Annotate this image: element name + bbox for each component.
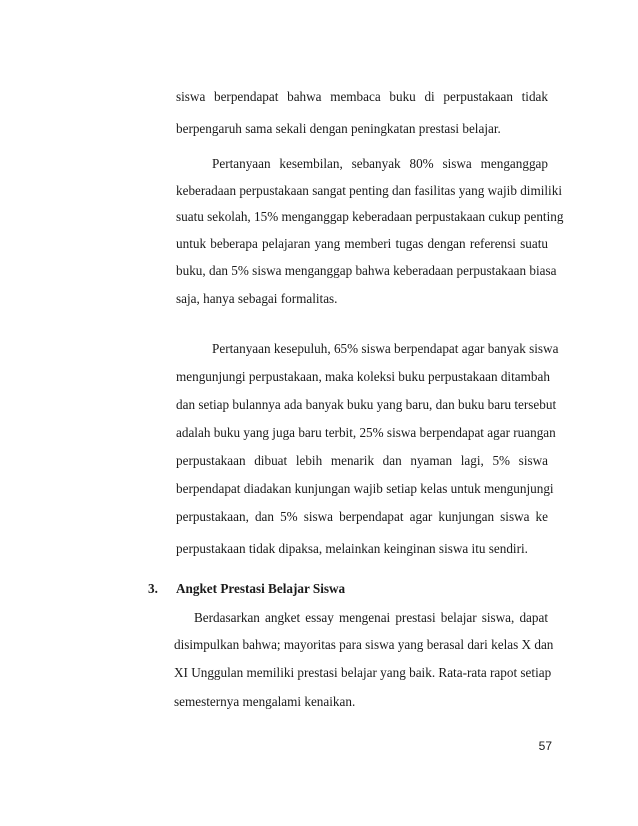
section-title: Angket Prestasi Belajar Siswa: [176, 581, 346, 596]
section-heading: [148, 580, 345, 598]
paragraph-line: keberadaan perpustakaan sangat penting dan fasilitas yang wajib dimiliki: [176, 183, 562, 198]
section-number: 3.: [148, 581, 158, 596]
paragraph-line: suatu sekolah, 15% menganggap keberadaan perpustakaan cukup penting: [176, 209, 564, 224]
paragraph-line: mengunjungi perpustakaan, maka koleksi buku perpustakaan ditambah: [176, 369, 550, 384]
page-number: 57: [538, 739, 552, 753]
paragraph-line: Pertanyaan kesembilan, sebanyak 80% siswa menganggap: [212, 156, 548, 171]
paragraph-line: dan setiap bulannya ada banyak buku yang baru, dan buku baru tersebut: [176, 397, 557, 412]
paragraph-line: semesternya mengalami kenaikan.: [174, 694, 356, 709]
paragraph-line: buku, dan 5% siswa menganggap bahwa keberadaan perpustakaan biasa: [176, 263, 557, 278]
paragraph-line: siswa berpendapat bahwa membaca buku di perpustakaan tidak: [176, 89, 548, 104]
paragraph-line: disimpulkan bahwa; mayoritas para siswa yang berasal dari kelas X dan: [174, 637, 554, 652]
paragraph-line: perpustakaan dibuat lebih menarik dan nyaman lagi, 5% siswa: [176, 453, 548, 468]
paragraph-line: saja, hanya sebagai formalitas.: [176, 291, 338, 306]
paragraph-line: Berdasarkan angket essay mengenai prestasi belajar siswa, dapat: [194, 610, 548, 625]
paragraph-line: perpustakaan, dan 5% siswa berpendapat agar kunjungan siswa ke: [176, 509, 548, 524]
paragraph-line: XI Unggulan memiliki prestasi belajar yang baik. Rata-rata rapot setiap: [174, 665, 552, 680]
paragraph-line: untuk beberapa pelajaran yang memberi tugas dengan referensi suatu: [176, 236, 548, 251]
paragraph-line: berpengaruh sama sekali dengan peningkatan prestasi belajar.: [176, 121, 501, 136]
paragraph-line: adalah buku yang juga baru terbit, 25% siswa berpendapat agar ruangan: [176, 425, 556, 440]
paragraph-line: Pertanyaan kesepuluh, 65% siswa berpendapat agar banyak siswa: [212, 341, 559, 356]
paragraph-line: perpustakaan tidak dipaksa, melainkan keinginan siswa itu sendiri.: [176, 541, 528, 556]
paragraph-line: berpendapat diadakan kunjungan wajib setiap kelas untuk mengunjungi: [176, 481, 554, 496]
